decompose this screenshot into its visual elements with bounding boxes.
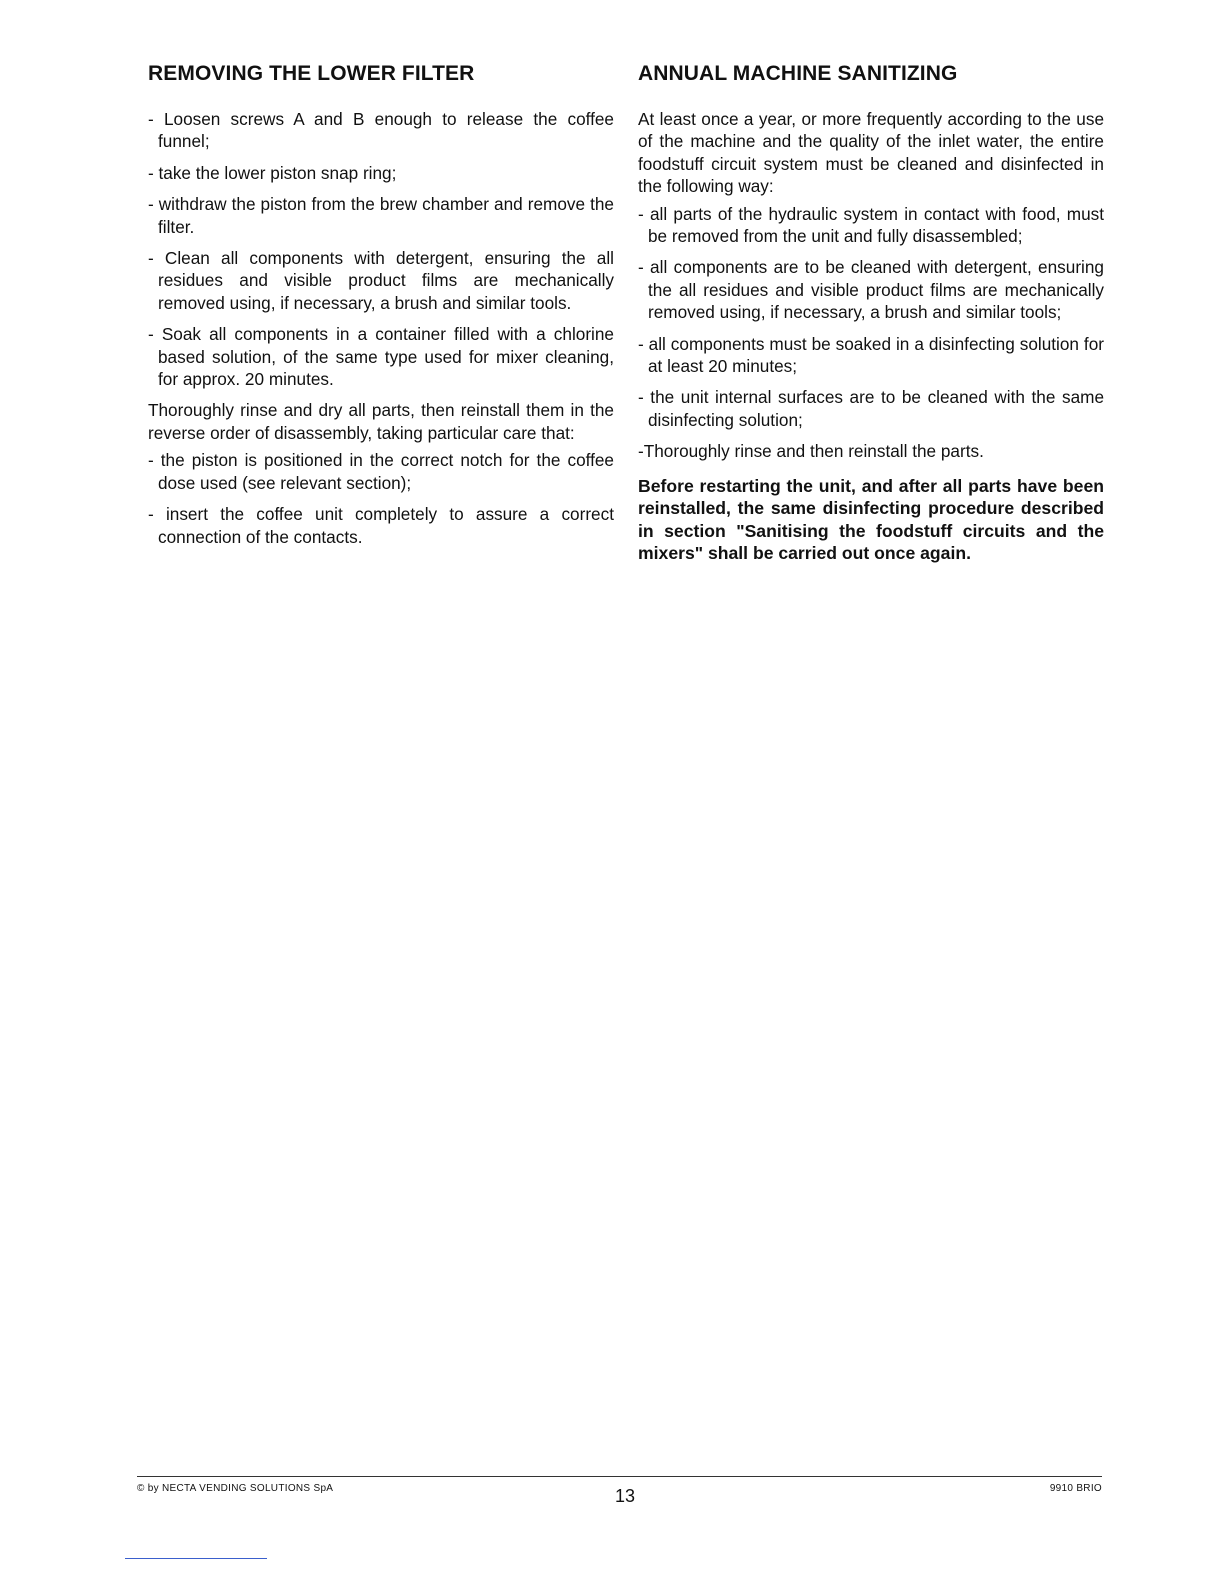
step-take-snap-ring: - take the lower piston snap ring; <box>148 162 397 183</box>
link-underline <box>125 1558 267 1559</box>
sanitizing-step-rinse: -Thoroughly rinse and then reinstall the parts. <box>638 441 984 462</box>
care-insert-coffee-unit: - insert the coffee unit completely to assure a correct connection of the contacts. <box>148 504 614 547</box>
step-withdraw-piston: - withdraw the piston from the brew chamber and remove the filter. <box>148 194 614 237</box>
rinse-and-reinstall-paragraph: Thoroughly rinse and dry all parts, then reinstall them in the reverse order of disassembly, taking particular care that: <box>148 400 614 443</box>
footer-copyright: © by NECTA VENDING SOLUTIONS SpA <box>137 1483 334 1494</box>
footer-model: 9910 BRIO <box>1049 1483 1102 1494</box>
page-number: 13 <box>614 1486 636 1506</box>
step-soak-components: - Soak all components in a container filled with a chlorine based solution, of the same type used for mixer cleaning, for approx. 20 minutes. <box>148 324 614 390</box>
step-loosen-screws: - Loosen screws A and B enough to release the coffee funnel; <box>148 109 614 152</box>
right-column <box>638 60 1104 573</box>
care-piston-notch: - the piston is positioned in the correct notch for the coffee dose used (see relevant section); <box>148 450 614 493</box>
step-clean-components: - Clean all components with detergent, ensuring the all residues and visible product films are mechanically removed using, if necessary, a brush and similar tools. <box>148 248 614 313</box>
left-column <box>148 60 614 557</box>
sanitizing-step-internal-surfaces: - the unit internal surfaces are to be cleaned with the same disinfecting solution; <box>638 387 1104 430</box>
sanitizing-step-disassemble: - all parts of the hydraulic system in contact with food, must be removed from the unit and fully disassembled; <box>638 203 1104 247</box>
sanitizing-step-clean: - all components are to be cleaned with detergent, ensuring the all residues and visible product films are mechanically removed using, if necessary, a brush and similar tools; <box>638 257 1104 323</box>
sanitizing-step-soak: - all components must be soaked in a disinfecting solution for at least 20 minutes; <box>638 333 1104 377</box>
footer-divider <box>137 1476 1102 1477</box>
sanitizing-intro: At least once a year, or more frequently according to the use of the machine and the quality of the inlet water, the entire foodstuff circuit system must be cleaned and disinfected in the following way: <box>638 109 1104 197</box>
section-title-annual-sanitizing: ANNUAL MACHINE SANITIZING <box>638 62 958 85</box>
section-title-removing-lower-filter: REMOVING THE LOWER FILTER <box>148 62 475 85</box>
sanitizing-warning: Before restarting the unit, and after all parts have been reinstalled, the same disinfecting procedure described in section "Sanitising the foodstuff circuits and the mixers" shall be carried out once again. <box>638 475 1104 563</box>
